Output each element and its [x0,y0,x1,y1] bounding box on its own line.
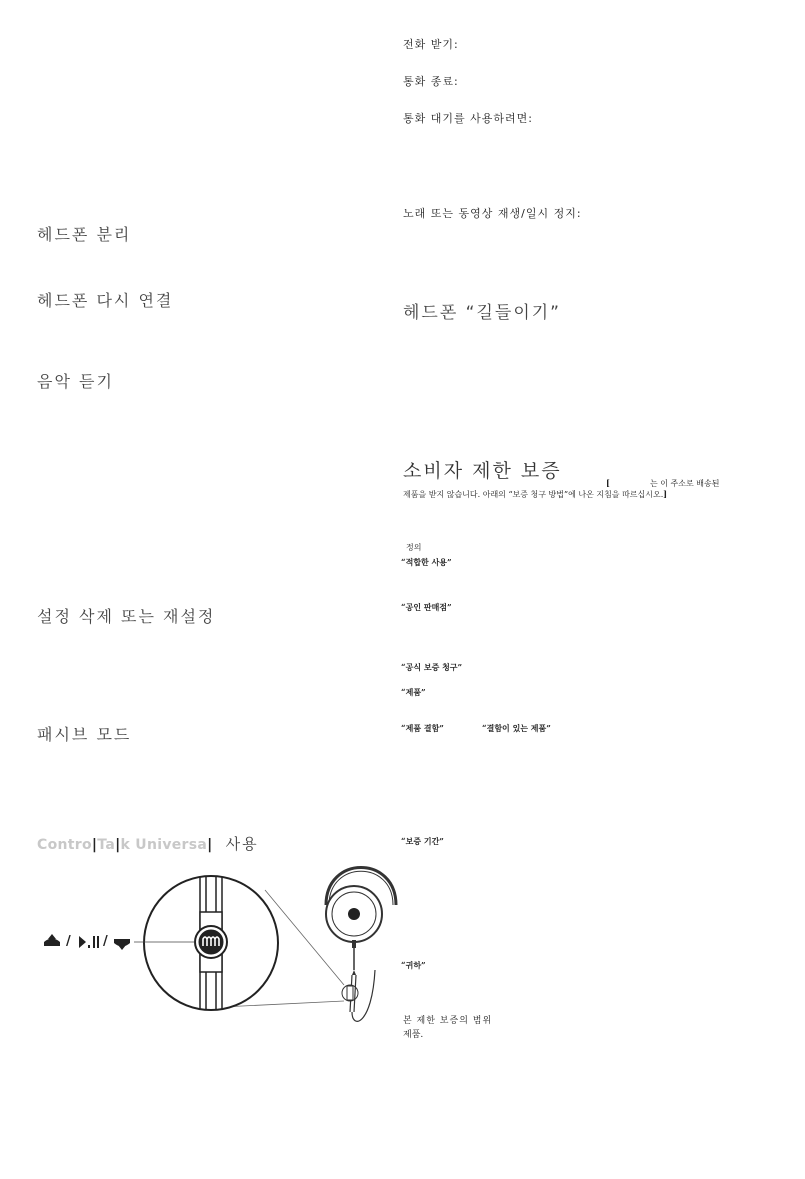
play-pause-heading: 노래 또는 동영상 재생/일시 정지: [403,207,582,220]
controltalk-suffix: 사용 [225,835,259,853]
heading-disconnect: 헤드폰 분리 [37,225,132,244]
warranty-title: 소비자 제한 보증 [403,460,562,482]
bracket-open: [ [606,478,610,488]
definitions-heading: 정의 [406,543,422,552]
term-product: “제품” [401,687,426,697]
term-proper-use: “적합한 사용” [401,557,452,567]
scope-text: 제품. [403,1030,424,1040]
end-call-icon [114,939,130,950]
call-hold-heading: 통화 대기를 사용하려면: [403,112,533,125]
call-answer-heading: 전화 받기: [403,38,459,51]
heading-reconnect: 헤드폰 다시 연결 [37,291,174,310]
heading-passive-mode: 패시브 모드 [37,725,132,744]
icon-separator-2: / [103,934,108,949]
heading-reset: 설정 삭제 또는 재설정 [37,607,216,626]
answer-call-icon [44,934,60,946]
call-end-heading: 통화 종료: [403,75,459,88]
term-product-defect: “제품 결함” [401,723,444,733]
icon-separator-1: / [66,934,71,949]
warranty-line1: 는 이 주소로 배송된 [650,479,720,488]
play-pause-icon [79,936,99,948]
term-official-claim: “공식 보증 청구” [401,662,463,672]
break-in-heading: 헤드폰 “길들이기” [403,303,561,323]
term-defective-product: “결함이 있는 제품” [482,723,551,733]
term-authorized-dealer: “공인 판매점” [401,602,452,612]
controltalk-text: Contro|Ta|k Universa| [37,837,213,853]
heading-listen-music: 음악 듣기 [37,372,114,391]
scope-heading: 본 제한 보증의 범위 [403,1016,493,1026]
ear-cup-logo-icon [348,908,360,920]
term-warranty-period: “보증 기간” [401,836,444,846]
warranty-line2: 제품을 받지 않습니다. 아래의 “보증 청구 방법”에 나온 지침을 따르십시오.] [403,489,668,499]
term-you: “귀하” [401,960,426,970]
